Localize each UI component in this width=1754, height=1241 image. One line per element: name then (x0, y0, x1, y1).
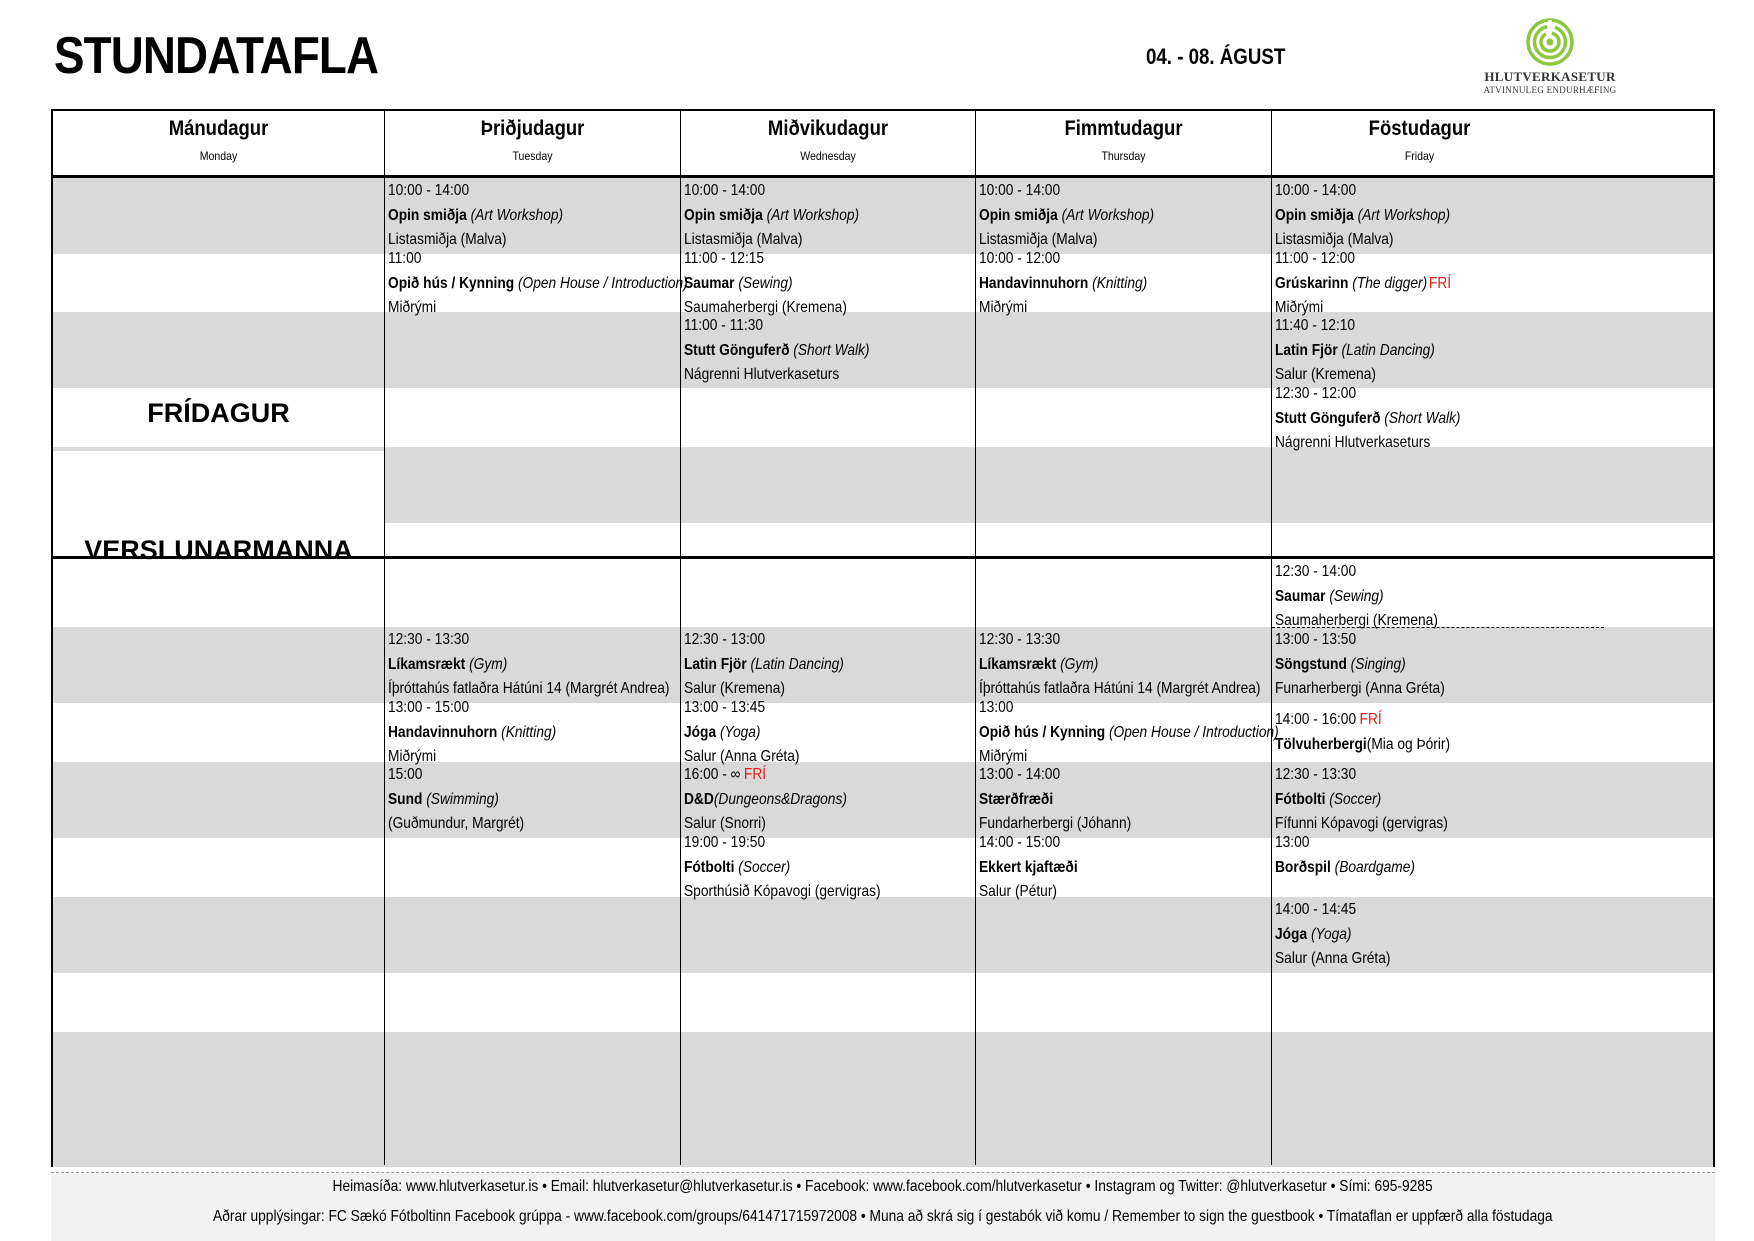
logo-name: HLUTVERKASETUR (1484, 69, 1616, 84)
event: 11:40 - 12:10 Latin Fjör (Latin Dancing) Salur (Kremena) (1275, 317, 1435, 383)
event: 13:00 Borðspil (Boardgame) (1275, 834, 1415, 876)
event: 10:00 - 14:00 Opin smiðja (Art Workshop) Listasmiðja (Malva) (979, 182, 1155, 248)
closed-badge: FRÍ (1428, 274, 1452, 292)
event: 11:00 - 12:15 Saumar (Sewing) Saumaherbergi (Kremena) (684, 250, 847, 316)
event: 13:00 - 13:45 Jóga (Yoga) Salur (Anna Gréta) (684, 699, 800, 765)
event: 10:00 - 14:00 Opin smiðja (Art Workshop) Listasmiðja (Malva) (388, 182, 564, 248)
day-header-wednesday: Miðvikudagur Wednesday (767, 117, 889, 163)
event: 10:00 - 12:00 Handavinnuhorn (Knitting) Miðrými (979, 250, 1148, 316)
holiday-label: FRÍDAGUR (147, 398, 290, 428)
event: 13:00 Opið hús / Kynning (Open House / Introduction) Miðrými (979, 699, 1279, 765)
event: 11:00 - 12:00 Grúskarinn (The digger) FRÍ Miðrými (1275, 250, 1452, 316)
date-range: 04. - 08. ÁGUST (1146, 44, 1286, 69)
page-title: STUNDATAFLA (54, 27, 379, 85)
event: 14:00 - 14:45 Jóga (Yoga) Salur (Anna Gréta) (1275, 901, 1391, 967)
event: 12:30 - 13:30 Líkamsrækt (Gym) Íþróttahús fatlaðra Hátúni 14 (Margrét Andrea) (979, 631, 1261, 697)
closed-badge: FRÍ (743, 766, 767, 783)
footer-contact: Heimasíða: www.hlutverkasetur.is • Email: hlutverkasetur@hlutverkasetur.is • Facebook: www.facebook.com/hlutverkasetur • Instagram og Twitter: @hlutverkasetur • Sími: 695-9285 (332, 1178, 1434, 1195)
event: 19:00 - 19:50 Fótbolti (Soccer) Sporthúsið Kópavogi (gervigras) (684, 834, 881, 900)
event: 12:30 - 13:00 Latin Fjör (Latin Dancing) Salur (Kremena) (684, 631, 844, 697)
event: 10:00 - 14:00 Opin smiðja (Art Workshop) Listasmiðja (Malva) (1275, 182, 1451, 248)
maze-logo-icon (1526, 18, 1574, 66)
event: 15:00 Sund (Swimming) (Guðmundur, Margrét) (388, 766, 525, 832)
day-header-tuesday: Þriðjudagur Tuesday (480, 117, 585, 163)
day-header-friday: Föstudagur Friday (1368, 117, 1471, 163)
logo-tagline: ATVINNULEG ENDURHÆFING (1483, 85, 1617, 95)
event: 12:30 - 14:00 Saumar (Sewing) Saumaherbergi (Kremena) (1275, 563, 1438, 629)
schedule-table (51, 109, 1715, 1167)
event: 13:00 - 15:00 Handavinnuhorn (Knitting) Miðrými (388, 699, 557, 765)
event: 11:00 - 11:30 Stutt Gönguferð (Short Walk) Nágrenni Hlutverkasetursᅠ (684, 317, 870, 383)
event: 14:00 - 16:00 FRÍ Tölvuherbergi(Mia og Þórir) (1275, 711, 1451, 753)
logo (1480, 18, 1620, 95)
event: 11:00 Opið hús / Kynning (Open House / Introduction) Miðrými (388, 250, 688, 316)
footer (51, 1172, 1715, 1241)
closed-badge: FRÍ (1359, 711, 1382, 728)
event: 13:00 - 13:50 Söngstund (Singing) Funarherbergi (Anna Gréta) (1275, 631, 1445, 697)
day-header-thursday: Fimmtudagur Thursday (1064, 117, 1183, 163)
event: 13:00 - 14:00 Stærðfræði Fundarherbergi (Jóhann) (979, 766, 1132, 832)
event: 12:30 - 13:30 Líkamsrækt (Gym) Íþróttahús fatlaðra Hátúni 14 (Margrét Andrea) (388, 631, 670, 697)
event: 12:30 - 13:30 Fótbolti (Soccer) Fífunni Kópavogi (gervigras) (1275, 766, 1448, 832)
event: 14:00 - 15:00 Ekkert kjaftæði Salur (Pétur) (979, 834, 1078, 900)
event: 12:30 - 12:00 Stutt Gönguferð (Short Walk) Nágrenni Hlutverkaseturs (1275, 385, 1461, 451)
event: 10:00 - 14:00 Opin smiðja (Art Workshop) Listasmiðja (Malva) (684, 182, 860, 248)
day-header-monday: Mánudagur Monday (168, 117, 269, 163)
event: 16:00 - ∞ FRÍ D&D(Dungeons&Dragons) Salur (Snorri) (684, 766, 847, 832)
footer-info: Aðrar upplýsingar: FC Sækó Fótboltinn Facebook grúppa - www.facebook.com/groups/641471715972008 • Muna að skrá sig í gestabók við komu / Remember to sign the guestbook • Tímataflan er uppfærð alla föstudaga (213, 1208, 1553, 1225)
holiday-label: VERSLUNARMANNA (84, 535, 353, 565)
